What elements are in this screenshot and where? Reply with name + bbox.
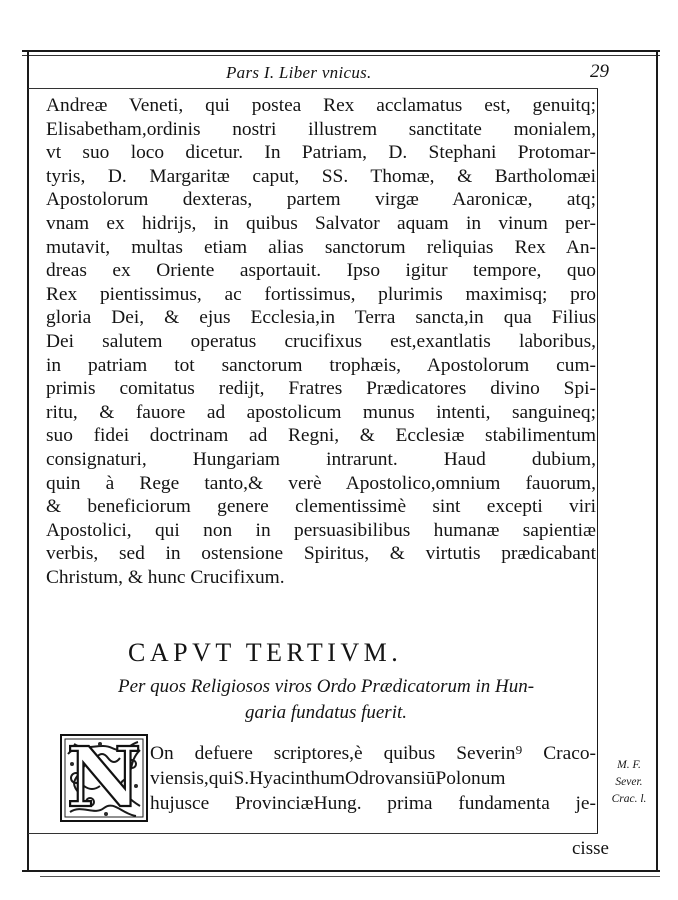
text-line: quin à Rege tanto,& verè Apostolico,omnium fauorum, <box>46 472 596 494</box>
chapter-subtitle-line: garia fundatus fuerit. <box>244 702 408 723</box>
frame-rule-bottom <box>22 870 660 872</box>
chapter-subtitle <box>56 674 596 726</box>
frame-rule-top-thin <box>22 55 660 56</box>
chapter-title: CAPVT TERTIVM. <box>128 638 403 667</box>
margin-note <box>602 757 656 808</box>
text-line: in patriam tot sanctorum trophæis, Apostolorum cum- <box>46 354 596 376</box>
text-line: hujusce ProvinciæHung. prima fundamenta je- <box>150 793 596 814</box>
chapter-subtitle-line: Per quos Religiosos viros Ordo Prædicatorum in Hun- <box>117 676 535 697</box>
initial-letter: N <box>66 730 142 826</box>
margin-note-line: Crac. l. <box>611 793 647 805</box>
text-line: & beneficiorum genere clementissimè sint excepti viri <box>46 496 596 518</box>
text-line: vnam ex hidrijs, in quibus Salvator aquam in vinum per- <box>46 212 596 234</box>
text-line: viensis,quiS.HyacinthumOdrovansiūPolonum <box>150 768 506 789</box>
text-line: primis comitatus redijt, Fratres Prædicatores divino Spi- <box>46 378 596 400</box>
text-line: dreas ex Oriente asportauit. Ipso igitur tempore, quo <box>46 260 596 282</box>
text-line: mutavit, multas etiam alias sanctorum reliquias Rex An- <box>46 236 596 258</box>
frame-rule-bottom-thin <box>40 876 660 877</box>
header-rule <box>28 88 598 89</box>
frame-rule-inner-right <box>597 88 598 833</box>
frame-rule-left <box>27 52 29 870</box>
text-line: Apostolici, qui non in persuasibilibus humanæ sapientiæ <box>46 519 596 541</box>
text-line: tyris, D. Margaritæ caput, SS. Thomæ, & Bartholomæi <box>46 165 596 187</box>
margin-note-line: Sever. <box>615 776 643 788</box>
body-text <box>46 94 596 589</box>
text-line: gloria Dei, & ejus Ecclesia,in Terra sancta,in qua Filius <box>46 307 596 329</box>
text-line: ritu, & fauore ad apostolicum munus intenti, sanguineq; <box>46 401 596 423</box>
section-text <box>150 741 596 816</box>
frame-rule-top <box>22 50 660 52</box>
text-line: Rex pientissimus, ac fortissimus, plurimis maximisq; pro <box>46 283 596 305</box>
text-line: Apostolorum dexteras, partem virgæ Aaronicæ, atq; <box>46 189 596 211</box>
frame-rule-outer-right <box>656 52 658 872</box>
text-line: consignaturi, Hungariam intrarunt. Haud dubium, <box>46 448 596 470</box>
text-line: verbis, sed in ostensione Spiritus, & virtutis prædicabant <box>46 543 596 565</box>
text-line: Christum, & hunc Crucifixum. <box>46 566 285 588</box>
catchword: cisse <box>572 838 609 859</box>
margin-note-line: M. F. <box>617 759 641 771</box>
text-line: On defuere scriptores,è quibus Severin⁹ Craco- <box>150 743 596 764</box>
text-line: Dei salutem operatus crucifixus est,exantlatis laboribus, <box>46 330 596 352</box>
page-number: 29 <box>590 61 609 82</box>
text-line: Andreæ Veneti, qui postea Rex acclamatus est, genuitq; <box>46 95 596 116</box>
text-line: vt suo loco dicetur. In Patriam, D. Stephani Protomar- <box>46 142 596 164</box>
footer-rule <box>28 833 598 834</box>
running-head: Pars I. Liber vnicus. <box>226 63 372 82</box>
text-line: Elisabetham,ordinis nostri illustrem sanctitate monialem, <box>46 118 596 140</box>
text-line: suo fidei doctrinam ad Regni, & Ecclesiæ stabilimentum <box>46 425 596 447</box>
decorated-initial <box>60 730 148 826</box>
